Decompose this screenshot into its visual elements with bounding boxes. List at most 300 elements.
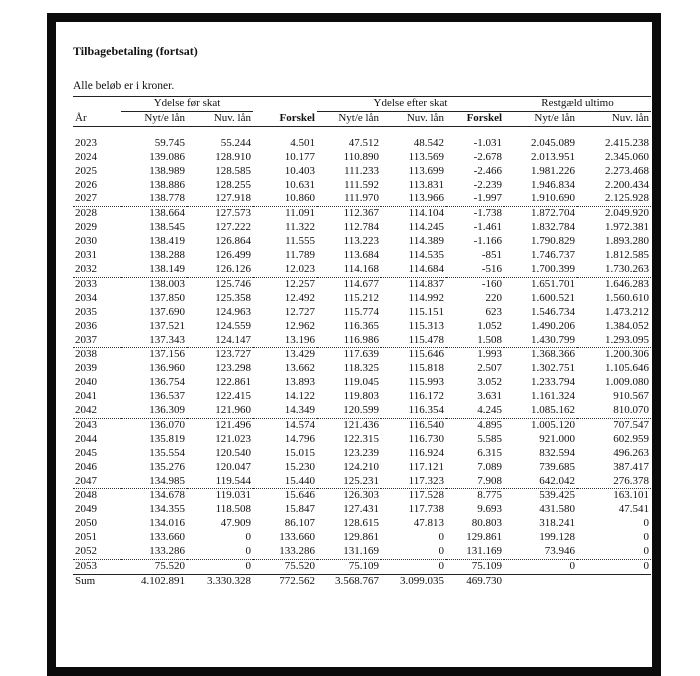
year-cell: 2040	[75, 376, 97, 389]
year-cell: 2026	[75, 178, 97, 191]
sum-row	[73, 574, 651, 588]
value-cell: 111.970	[317, 192, 381, 206]
value-cell: 128.615	[343, 517, 379, 530]
year-cell: 2032	[73, 263, 121, 277]
value-cell: 1.302.751	[531, 362, 576, 375]
value-cell: 4.895	[477, 418, 503, 431]
value-cell: 120.599	[317, 404, 381, 418]
group-before-tax: Ydelse før skat	[121, 97, 253, 112]
table-row	[73, 461, 651, 475]
value-cell: 115.774	[343, 305, 379, 318]
value-cell: 116.172	[408, 390, 444, 403]
value-cell: 9.693	[477, 503, 503, 516]
year-cell: 2047	[73, 475, 121, 489]
value-cell: 139.086	[149, 150, 185, 163]
value-cell: 136.960	[149, 362, 185, 375]
sum-cell	[577, 574, 651, 588]
value-cell: 120.047	[215, 460, 251, 473]
value-cell: 134.985	[121, 475, 187, 489]
value-cell: 623	[485, 305, 503, 318]
year-cell: 2051	[75, 531, 97, 544]
value-cell: 123.239	[343, 446, 379, 459]
table-row	[73, 235, 651, 249]
value-cell: 12.727	[284, 305, 315, 318]
value-cell: 2.045.089	[531, 136, 576, 149]
table-row	[73, 503, 651, 517]
value-cell: 117.738	[408, 503, 444, 516]
value-cell: 0	[577, 545, 651, 559]
value-cell: 136.309	[121, 404, 187, 418]
value-cell: 122.415	[215, 390, 251, 403]
value-cell: 0	[187, 560, 253, 575]
year-cell: 2052	[73, 545, 121, 559]
value-cell: 1.946.834	[531, 178, 576, 191]
group-after-tax: Ydelse efter skat	[317, 97, 504, 112]
value-cell: 1.233.794	[531, 376, 576, 389]
value-cell: -2.678	[473, 150, 503, 163]
value-cell: 123.727	[215, 348, 251, 361]
value-cell: 431.580	[539, 503, 576, 516]
value-cell: 126.126	[187, 263, 253, 277]
year-cell: 2037	[73, 334, 121, 348]
value-cell: -160	[481, 277, 503, 290]
value-cell: 642.042	[504, 475, 577, 489]
value-cell: 276.378	[577, 475, 651, 489]
value-cell: 121.436	[343, 418, 379, 431]
value-cell: 318.241	[539, 517, 576, 530]
sum-cell: 3.099.035	[400, 574, 444, 587]
value-cell: 114.104	[408, 207, 444, 220]
value-cell: 1.700.399	[504, 263, 577, 277]
value-cell: 125.358	[215, 291, 251, 304]
value-cell: 114.245	[408, 221, 444, 234]
value-cell: 13.893	[284, 376, 315, 389]
table-row	[73, 165, 651, 179]
year-cell: 2045	[75, 446, 97, 459]
table-row	[73, 221, 651, 235]
value-cell: 12.023	[253, 263, 317, 277]
table-row	[73, 489, 651, 503]
value-cell: 48.542	[413, 136, 444, 149]
value-cell: 119.045	[343, 376, 379, 389]
value-cell: 75.520	[253, 560, 317, 575]
value-cell: 1.872.704	[531, 207, 576, 220]
value-cell: 11.789	[285, 249, 315, 262]
value-cell: 7.089	[477, 460, 503, 473]
value-cell: 113.699	[408, 164, 444, 177]
col-before-new: Nyt/e lån	[121, 111, 187, 126]
value-cell: 4.245	[446, 404, 504, 418]
value-cell: 123.298	[215, 362, 251, 375]
value-cell: -1.461	[473, 221, 503, 234]
year-cell: 2036	[75, 319, 97, 332]
value-cell: 1.430.799	[504, 334, 577, 348]
value-cell: 12.492	[284, 291, 315, 304]
value-cell: 137.343	[121, 334, 187, 348]
value-cell: 707.547	[613, 418, 650, 431]
value-cell: 126.499	[215, 249, 251, 262]
value-cell: 199.128	[539, 531, 576, 544]
value-cell: 114.684	[381, 263, 446, 277]
value-cell: 127.222	[215, 221, 251, 234]
year-cell: 2031	[75, 249, 97, 262]
column-header-row	[73, 111, 651, 126]
value-cell: 0	[643, 517, 650, 530]
value-cell: 0	[643, 531, 650, 544]
value-cell: 125.746	[215, 277, 251, 290]
value-cell: 1.790.829	[531, 235, 576, 248]
value-cell: 118.325	[343, 362, 379, 375]
year-cell: 2028	[75, 207, 97, 220]
value-cell: -1.997	[446, 192, 504, 206]
value-cell: 1.600.521	[531, 291, 576, 304]
value-cell: 13.662	[284, 362, 315, 375]
value-cell: -2.239	[473, 178, 503, 191]
value-cell: 127.573	[215, 207, 251, 220]
year-cell: 2041	[75, 390, 97, 403]
value-cell: 114.168	[317, 263, 381, 277]
table-row	[73, 179, 651, 193]
value-cell: 138.664	[149, 207, 185, 220]
value-cell: 136.070	[149, 418, 185, 431]
value-cell: 122.861	[215, 376, 251, 389]
table-row	[73, 292, 651, 306]
group-remaining: Restgæld ultimo	[504, 97, 651, 112]
value-cell: 113.223	[343, 235, 379, 248]
value-cell: 129.861	[466, 531, 503, 544]
value-cell: 135.276	[149, 460, 185, 473]
value-cell: 13.429	[284, 348, 315, 361]
value-cell: 128.255	[215, 178, 251, 191]
value-cell: 121.023	[215, 432, 251, 445]
sum-cell: 469.730	[466, 574, 503, 587]
value-cell: 2.049.920	[605, 207, 650, 220]
year-cell: 2049	[75, 503, 97, 516]
sum-cell	[504, 574, 577, 588]
year-cell: 2039	[75, 362, 97, 375]
year-cell: 2029	[75, 221, 97, 234]
value-cell: 126.303	[343, 489, 379, 502]
table-row	[73, 447, 651, 461]
value-cell: 810.070	[577, 404, 651, 418]
value-cell: 117.528	[408, 489, 444, 502]
value-cell: 138.003	[149, 277, 185, 290]
col-remaining-current: Nuv. lån	[577, 111, 651, 126]
value-cell: 112.367	[343, 207, 379, 220]
year-cell: 2024	[75, 150, 97, 163]
value-cell: 1.490.206	[531, 319, 576, 332]
col-after-current: Nuv. lån	[381, 111, 446, 126]
value-cell: 75.109	[317, 560, 381, 575]
value-cell: 138.149	[121, 263, 187, 277]
table-row	[73, 306, 651, 320]
value-cell: 134.678	[149, 489, 185, 502]
value-cell: 115.313	[408, 319, 444, 332]
amount-note: Alle beløb er i kroner.	[73, 80, 175, 92]
value-cell: 0	[381, 545, 446, 559]
value-cell: 113.966	[381, 192, 446, 206]
value-cell: 3.052	[477, 376, 503, 389]
document-page	[47, 13, 661, 676]
value-cell: 1.200.306	[605, 348, 650, 361]
year-cell: 2035	[75, 305, 97, 318]
value-cell: 127.918	[187, 192, 253, 206]
value-cell: 14.796	[284, 432, 315, 445]
page-title: Tilbagebetaling (fortsat)	[73, 44, 198, 58]
value-cell: 114.535	[408, 249, 444, 262]
value-cell: 136.537	[149, 390, 185, 403]
value-cell: 118.508	[215, 503, 251, 516]
table-row	[73, 263, 651, 277]
value-cell: 220	[485, 291, 503, 304]
table-row	[73, 137, 651, 151]
value-cell: 1.009.080	[605, 376, 650, 389]
value-cell: 7.908	[446, 475, 504, 489]
sum-cell: 772.562	[279, 574, 315, 587]
table-row	[73, 249, 651, 263]
value-cell: 75.109	[446, 560, 504, 575]
value-cell: 4.501	[290, 136, 315, 149]
value-cell: 138.886	[149, 178, 185, 191]
value-cell: 1.730.263	[577, 263, 651, 277]
value-cell: 12.257	[284, 277, 315, 290]
value-cell: 126.864	[215, 235, 251, 248]
value-cell: 112.784	[343, 221, 379, 234]
value-cell: 138.545	[149, 221, 185, 234]
year-cell: 2023	[75, 136, 97, 149]
value-cell: 47.541	[618, 503, 650, 516]
value-cell: 122.315	[343, 432, 379, 445]
value-cell: 124.559	[215, 319, 251, 332]
value-cell: 124.210	[343, 460, 379, 473]
year-cell: 2044	[75, 432, 97, 445]
value-cell: 10.177	[284, 150, 315, 163]
value-cell: 2.345.060	[605, 150, 650, 163]
value-cell: 137.521	[149, 319, 185, 332]
year-cell: 2048	[75, 489, 97, 502]
value-cell: 73.946	[504, 545, 577, 559]
value-cell: 114.677	[343, 277, 379, 290]
value-cell: 115.212	[343, 291, 379, 304]
table-row	[73, 517, 651, 531]
value-cell: 1.993	[477, 348, 503, 361]
col-before-current: Nuv. lån	[187, 111, 253, 126]
value-cell: 1.746.737	[531, 249, 576, 262]
value-cell: 137.156	[149, 348, 185, 361]
value-cell: 1.560.610	[605, 291, 650, 304]
value-cell: 137.690	[149, 305, 185, 318]
table-row	[73, 376, 651, 390]
value-cell: 120.540	[215, 446, 251, 459]
value-cell: 134.016	[149, 517, 185, 530]
value-cell: 1.105.646	[605, 362, 650, 375]
value-cell: 138.989	[149, 164, 185, 177]
value-cell: 115.151	[408, 305, 444, 318]
year-cell: 2050	[75, 517, 97, 530]
value-cell: 47.512	[348, 136, 379, 149]
value-cell: 86.107	[284, 517, 315, 530]
value-cell: 539.425	[539, 489, 576, 502]
table-row	[73, 545, 651, 559]
table-row	[73, 320, 651, 334]
value-cell: 124.963	[215, 305, 251, 318]
table-row	[73, 348, 651, 362]
value-cell: 124.147	[187, 334, 253, 348]
value-cell: 75.520	[121, 560, 187, 575]
value-cell: 131.169	[446, 545, 504, 559]
value-cell: 13.196	[253, 334, 317, 348]
repayment-table	[73, 96, 651, 589]
value-cell: 921.000	[539, 432, 576, 445]
value-cell: 1.972.381	[605, 221, 650, 234]
value-cell: 15.847	[284, 503, 315, 516]
value-cell: 117.639	[343, 348, 379, 361]
value-cell: 116.986	[317, 334, 381, 348]
value-cell: 136.754	[149, 376, 185, 389]
value-cell: 125.231	[317, 475, 381, 489]
value-cell: 2.013.951	[531, 150, 576, 163]
col-after-new: Nyt/e lån	[317, 111, 381, 126]
table-row	[73, 404, 651, 418]
value-cell: 1.832.784	[531, 221, 576, 234]
year-cell: 2043	[75, 418, 97, 431]
value-cell: 127.431	[343, 503, 379, 516]
value-cell: 15.015	[284, 446, 315, 459]
value-cell: -1.166	[473, 235, 503, 248]
value-cell: 1.651.701	[531, 277, 576, 290]
value-cell: 10.631	[284, 178, 315, 191]
table-row	[73, 418, 651, 432]
value-cell: 115.646	[408, 348, 444, 361]
value-cell: 47.813	[413, 517, 444, 530]
value-cell: 111.233	[344, 164, 379, 177]
value-cell: 115.993	[408, 376, 444, 389]
value-cell: 0	[577, 560, 651, 575]
value-cell: -516	[446, 263, 504, 277]
col-after-diff: Forskel	[446, 111, 504, 126]
group-header-row	[73, 97, 651, 112]
value-cell: 910.567	[613, 390, 650, 403]
col-before-diff: Forskel	[253, 111, 317, 126]
value-cell: 116.365	[343, 319, 379, 332]
table-row	[73, 560, 651, 575]
value-cell: 110.890	[343, 150, 379, 163]
value-cell: 119.031	[215, 489, 251, 502]
value-cell: 15.230	[284, 460, 315, 473]
value-cell: 1.981.226	[531, 164, 576, 177]
value-cell: 113.684	[343, 249, 379, 262]
table-row	[73, 475, 651, 489]
value-cell: 59.745	[154, 136, 185, 149]
value-cell: 114.389	[408, 235, 444, 248]
value-cell: 387.417	[613, 460, 650, 473]
value-cell: 496.263	[613, 446, 650, 459]
value-cell: 0	[381, 560, 446, 575]
year-cell: 2027	[73, 192, 121, 206]
table-row	[73, 362, 651, 376]
value-cell: 0	[187, 545, 253, 559]
value-cell: 138.419	[149, 235, 185, 248]
value-cell: -851	[481, 249, 503, 262]
value-cell: -1.031	[473, 136, 503, 149]
value-cell: 134.355	[149, 503, 185, 516]
value-cell: 117.121	[408, 460, 444, 473]
value-cell: 128.585	[215, 164, 251, 177]
value-cell: 15.646	[284, 489, 315, 502]
value-cell: 129.861	[343, 531, 379, 544]
year-cell: 2025	[75, 164, 97, 177]
value-cell: 1.085.162	[504, 404, 577, 418]
value-cell: 133.660	[279, 531, 315, 544]
value-cell: 739.685	[539, 460, 576, 473]
value-cell: 119.803	[343, 390, 379, 403]
value-cell: 55.244	[220, 136, 251, 149]
value-cell: 138.778	[121, 192, 187, 206]
table-row	[73, 151, 651, 165]
value-cell: 1.473.212	[605, 305, 650, 318]
value-cell: 115.818	[408, 362, 444, 375]
year-cell: 2042	[73, 404, 121, 418]
year-cell: 2030	[75, 235, 97, 248]
table-row	[73, 207, 651, 221]
value-cell: 113.569	[408, 150, 444, 163]
value-cell: 2.125.928	[577, 192, 651, 206]
value-cell: 1.508	[446, 334, 504, 348]
value-cell: 138.288	[149, 249, 185, 262]
value-cell: -1.738	[473, 207, 503, 220]
value-cell: 137.850	[149, 291, 185, 304]
year-cell: 2033	[75, 277, 97, 290]
value-cell: 114.992	[408, 291, 444, 304]
value-cell: 119.544	[187, 475, 253, 489]
value-cell: 133.286	[253, 545, 317, 559]
value-cell: 1.293.095	[577, 334, 651, 348]
value-cell: 114.837	[408, 277, 444, 290]
table-row	[73, 334, 651, 348]
value-cell: 121.960	[187, 404, 253, 418]
table-row	[73, 433, 651, 447]
table-row	[73, 192, 651, 206]
value-cell: 1.052	[477, 319, 503, 332]
value-cell: 12.962	[284, 319, 315, 332]
year-cell: 2034	[75, 291, 97, 304]
value-cell: 163.101	[613, 489, 650, 502]
value-cell: 116.730	[408, 432, 444, 445]
value-cell: 0	[504, 560, 577, 575]
value-cell: 117.323	[381, 475, 446, 489]
value-cell: 8.775	[477, 489, 503, 502]
value-cell: 0	[245, 531, 251, 544]
value-cell: 5.585	[477, 432, 503, 445]
value-cell: 10.860	[253, 192, 317, 206]
value-cell: 47.909	[220, 517, 251, 530]
value-cell: 3.631	[477, 390, 503, 403]
year-cell: 2053	[73, 560, 121, 575]
value-cell: 116.540	[408, 418, 444, 431]
value-cell: 133.286	[121, 545, 187, 559]
value-cell: 135.554	[149, 446, 185, 459]
value-cell: 116.924	[408, 446, 444, 459]
value-cell: 128.910	[215, 150, 251, 163]
value-cell: 80.803	[471, 517, 503, 530]
value-cell: 14.122	[284, 390, 315, 403]
sum-cell: 3.330.328	[207, 574, 251, 587]
value-cell: 133.660	[149, 531, 185, 544]
value-cell: 0	[438, 531, 444, 544]
value-cell: 113.831	[408, 178, 444, 191]
year-cell: 2038	[75, 348, 97, 361]
value-cell: 602.959	[613, 432, 650, 445]
